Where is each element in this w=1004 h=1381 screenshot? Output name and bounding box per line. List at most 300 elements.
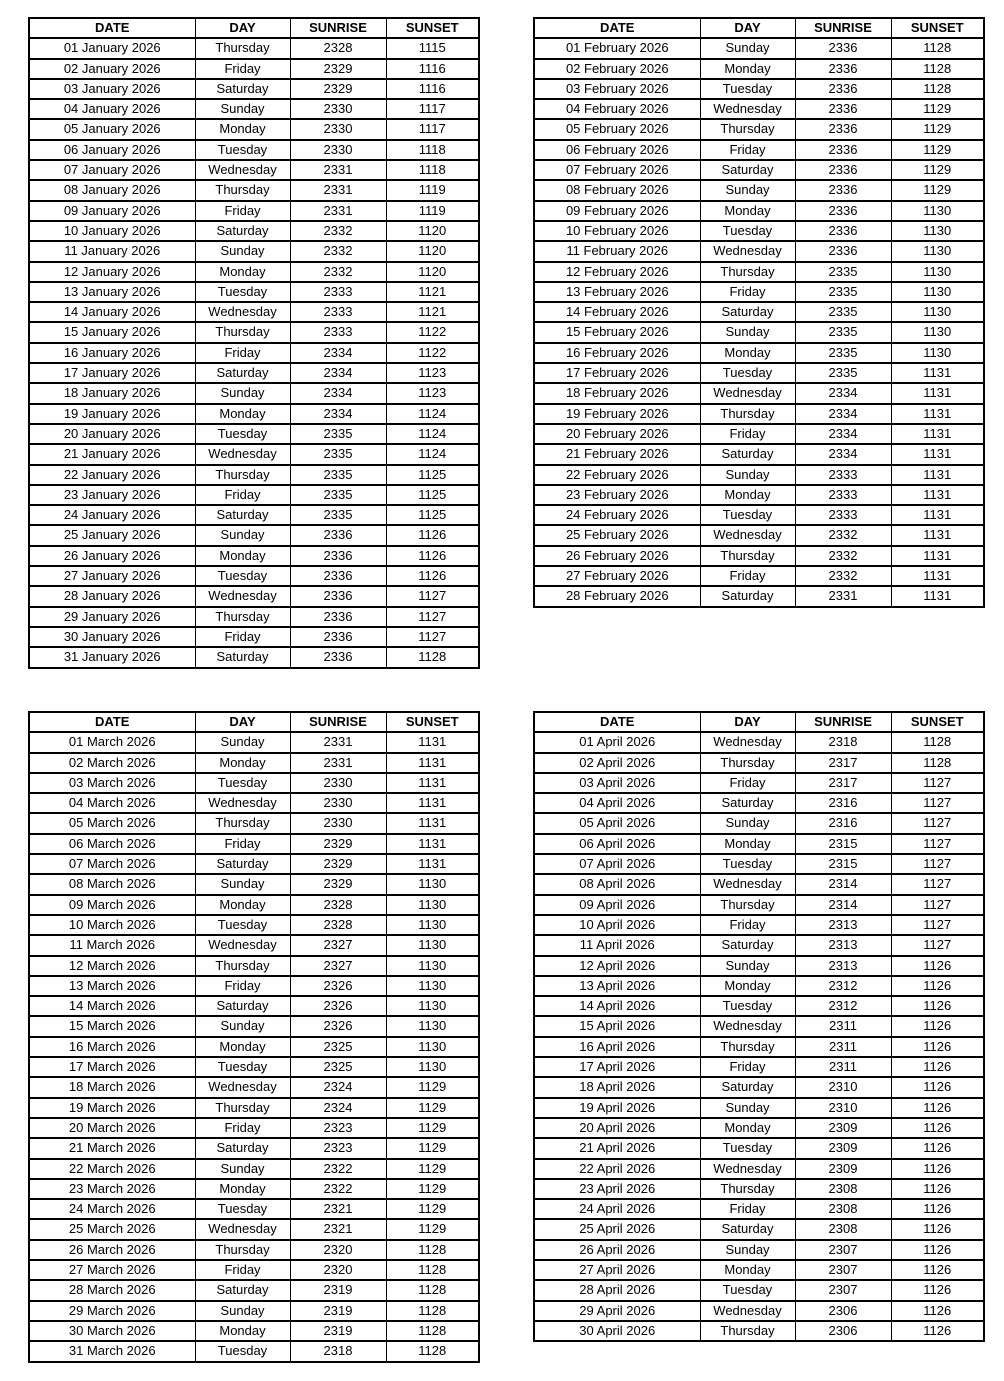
date-cell: 27 January 2026	[29, 566, 195, 586]
sunrise-cell: 2330	[290, 813, 386, 833]
table-row	[534, 201, 984, 221]
sunset-cell: 1116	[386, 59, 479, 79]
table-row	[534, 262, 984, 282]
day-cell: Tuesday	[195, 1341, 290, 1361]
day-cell: Monday	[700, 201, 795, 221]
sunset-cell: 1129	[386, 1098, 479, 1118]
sunrise-cell: 2321	[290, 1219, 386, 1239]
table-row	[29, 773, 479, 793]
sunset-cell: 1130	[386, 895, 479, 915]
table-row	[534, 38, 984, 58]
sunset-cell: 1130	[891, 343, 984, 363]
table-row	[29, 180, 479, 200]
sunrise-cell: 2330	[290, 99, 386, 119]
day-cell: Sunday	[700, 813, 795, 833]
date-cell: 28 March 2026	[29, 1280, 195, 1300]
column-header-sunset: SUNSET	[891, 18, 984, 38]
column-header-day: DAY	[700, 712, 795, 732]
sunrise-cell: 2323	[290, 1118, 386, 1138]
date-cell: 13 March 2026	[29, 976, 195, 996]
day-cell: Thursday	[700, 546, 795, 566]
sunset-cell: 1129	[386, 1159, 479, 1179]
day-cell: Sunday	[700, 38, 795, 58]
day-cell: Tuesday	[195, 424, 290, 444]
day-cell: Sunday	[195, 874, 290, 894]
sunset-cell: 1131	[386, 793, 479, 813]
sunset-cell: 1126	[891, 996, 984, 1016]
sunrise-cell: 2334	[290, 343, 386, 363]
sunrise-cell: 2334	[290, 363, 386, 383]
day-cell: Friday	[195, 834, 290, 854]
header-row	[29, 712, 479, 732]
day-cell: Saturday	[700, 444, 795, 464]
sunrise-cell: 2336	[290, 627, 386, 647]
sunrise-cell: 2318	[795, 732, 891, 752]
sunrise-cell: 2324	[290, 1077, 386, 1097]
column-header-sunrise: SUNRISE	[795, 712, 891, 732]
date-cell: 02 January 2026	[29, 59, 195, 79]
day-cell: Tuesday	[195, 1199, 290, 1219]
sunset-cell: 1120	[386, 221, 479, 241]
date-cell: 04 February 2026	[534, 99, 700, 119]
day-cell: Sunday	[195, 383, 290, 403]
day-cell: Tuesday	[700, 79, 795, 99]
sunset-cell: 1130	[386, 1037, 479, 1057]
day-cell: Tuesday	[700, 854, 795, 874]
date-cell: 16 February 2026	[534, 343, 700, 363]
day-cell: Saturday	[195, 1280, 290, 1300]
date-cell: 23 January 2026	[29, 485, 195, 505]
sunset-cell: 1130	[891, 201, 984, 221]
day-cell: Wednesday	[195, 444, 290, 464]
day-cell: Friday	[700, 282, 795, 302]
sunrise-cell: 2335	[795, 262, 891, 282]
sunset-cell: 1119	[386, 201, 479, 221]
day-cell: Thursday	[700, 119, 795, 139]
date-cell: 23 April 2026	[534, 1179, 700, 1199]
date-cell: 21 March 2026	[29, 1138, 195, 1158]
date-cell: 11 January 2026	[29, 241, 195, 261]
sunrise-cell: 2307	[795, 1240, 891, 1260]
day-cell: Wednesday	[700, 1301, 795, 1321]
date-cell: 17 February 2026	[534, 363, 700, 383]
sunset-cell: 1129	[891, 160, 984, 180]
date-cell: 07 January 2026	[29, 160, 195, 180]
day-cell: Thursday	[700, 895, 795, 915]
date-cell: 16 January 2026	[29, 343, 195, 363]
date-cell: 11 April 2026	[534, 935, 700, 955]
day-cell: Wednesday	[195, 1077, 290, 1097]
day-cell: Saturday	[195, 79, 290, 99]
table-row	[534, 1118, 984, 1138]
sunrise-cell: 2314	[795, 895, 891, 915]
sunrise-cell: 2336	[290, 607, 386, 627]
table-row	[534, 424, 984, 444]
sunrise-cell: 2313	[795, 956, 891, 976]
sunrise-cell: 2334	[795, 424, 891, 444]
sunset-cell: 1124	[386, 404, 479, 424]
sunset-cell: 1131	[891, 525, 984, 545]
sunrise-cell: 2319	[290, 1321, 386, 1341]
day-cell: Wednesday	[700, 383, 795, 403]
sunrise-cell: 2321	[290, 1199, 386, 1219]
sunset-cell: 1128	[386, 1240, 479, 1260]
date-cell: 03 April 2026	[534, 773, 700, 793]
date-cell: 25 January 2026	[29, 525, 195, 545]
day-cell: Saturday	[700, 160, 795, 180]
table-row	[29, 282, 479, 302]
sunset-cell: 1127	[891, 834, 984, 854]
date-cell: 17 January 2026	[29, 363, 195, 383]
table-row	[534, 834, 984, 854]
date-cell: 05 April 2026	[534, 813, 700, 833]
sunset-cell: 1123	[386, 363, 479, 383]
sunrise-cell: 2336	[795, 119, 891, 139]
table-row	[534, 343, 984, 363]
date-cell: 10 March 2026	[29, 915, 195, 935]
day-cell: Saturday	[195, 221, 290, 241]
date-cell: 15 March 2026	[29, 1016, 195, 1036]
table-row	[29, 383, 479, 403]
sunset-cell: 1130	[891, 241, 984, 261]
table-row	[534, 1037, 984, 1057]
sunrise-cell: 2314	[795, 874, 891, 894]
sunset-cell: 1126	[891, 1159, 984, 1179]
date-cell: 03 January 2026	[29, 79, 195, 99]
table-row	[29, 79, 479, 99]
sunrise-cell: 2329	[290, 834, 386, 854]
sunrise-cell: 2329	[290, 59, 386, 79]
day-cell: Tuesday	[195, 140, 290, 160]
day-cell: Wednesday	[195, 586, 290, 606]
day-cell: Friday	[700, 566, 795, 586]
date-cell: 01 March 2026	[29, 732, 195, 752]
sunrise-cell: 2327	[290, 956, 386, 976]
sunset-cell: 1131	[386, 813, 479, 833]
day-cell: Saturday	[700, 1077, 795, 1097]
sunset-cell: 1128	[891, 753, 984, 773]
date-cell: 02 March 2026	[29, 753, 195, 773]
table-row	[29, 1219, 479, 1239]
column-header-day: DAY	[700, 18, 795, 38]
sunrise-cell: 2331	[290, 201, 386, 221]
header-row	[534, 712, 984, 732]
table-row	[29, 38, 479, 58]
table-row	[534, 99, 984, 119]
day-cell: Thursday	[195, 607, 290, 627]
day-cell: Tuesday	[195, 566, 290, 586]
table-row	[29, 1037, 479, 1057]
sunrise-cell: 2334	[290, 404, 386, 424]
date-cell: 03 March 2026	[29, 773, 195, 793]
sunrise-cell: 2330	[290, 793, 386, 813]
sunrise-cell: 2325	[290, 1057, 386, 1077]
day-cell: Sunday	[700, 180, 795, 200]
day-cell: Friday	[700, 424, 795, 444]
sunset-cell: 1128	[891, 79, 984, 99]
day-cell: Friday	[700, 1199, 795, 1219]
sunset-cell: 1125	[386, 485, 479, 505]
sunrise-cell: 2332	[290, 221, 386, 241]
sunset-cell: 1130	[386, 976, 479, 996]
date-cell: 21 February 2026	[534, 444, 700, 464]
date-cell: 27 April 2026	[534, 1260, 700, 1280]
day-cell: Friday	[195, 1118, 290, 1138]
sunset-cell: 1115	[386, 38, 479, 58]
date-cell: 13 January 2026	[29, 282, 195, 302]
day-cell: Monday	[195, 262, 290, 282]
table-row	[29, 444, 479, 464]
date-cell: 19 March 2026	[29, 1098, 195, 1118]
day-cell: Friday	[195, 485, 290, 505]
sunrise-cell: 2331	[290, 753, 386, 773]
sunset-cell: 1130	[386, 996, 479, 1016]
table-row	[534, 404, 984, 424]
table-row	[534, 1159, 984, 1179]
sunset-cell: 1126	[891, 1179, 984, 1199]
sunset-cell: 1131	[891, 546, 984, 566]
sunrise-cell: 2336	[795, 180, 891, 200]
day-cell: Wednesday	[700, 99, 795, 119]
sunrise-cell: 2308	[795, 1179, 891, 1199]
day-cell: Thursday	[700, 1037, 795, 1057]
sunrise-cell: 2330	[290, 773, 386, 793]
date-cell: 23 February 2026	[534, 485, 700, 505]
table-row	[534, 1280, 984, 1300]
table-row	[534, 180, 984, 200]
day-cell: Sunday	[195, 241, 290, 261]
table-row	[534, 444, 984, 464]
sunset-cell: 1118	[386, 160, 479, 180]
sunset-cell: 1130	[386, 915, 479, 935]
day-cell: Sunday	[700, 956, 795, 976]
table-row	[29, 525, 479, 545]
sunset-cell: 1131	[386, 834, 479, 854]
sunset-cell: 1124	[386, 444, 479, 464]
table-row	[29, 793, 479, 813]
date-cell: 19 February 2026	[534, 404, 700, 424]
sunset-cell: 1131	[891, 586, 984, 606]
table-row	[29, 813, 479, 833]
date-cell: 12 March 2026	[29, 956, 195, 976]
table-row	[29, 1179, 479, 1199]
sunrise-cell: 2320	[290, 1260, 386, 1280]
table-row	[29, 1321, 479, 1341]
day-cell: Wednesday	[195, 1219, 290, 1239]
table-row	[534, 546, 984, 566]
date-cell: 20 February 2026	[534, 424, 700, 444]
sunset-cell: 1131	[891, 465, 984, 485]
sunset-cell: 1126	[891, 1321, 984, 1341]
column-header-day: DAY	[195, 18, 290, 38]
table-row	[29, 505, 479, 525]
sunset-cell: 1131	[386, 773, 479, 793]
day-cell: Saturday	[195, 647, 290, 667]
sunrise-cell: 2320	[290, 1240, 386, 1260]
date-cell: 13 April 2026	[534, 976, 700, 996]
table-january-2026	[28, 17, 480, 669]
date-cell: 22 March 2026	[29, 1159, 195, 1179]
sunset-cell: 1129	[386, 1199, 479, 1219]
sunrise-cell: 2335	[795, 282, 891, 302]
date-cell: 10 February 2026	[534, 221, 700, 241]
sunrise-cell: 2336	[290, 647, 386, 667]
date-cell: 11 March 2026	[29, 935, 195, 955]
day-cell: Monday	[700, 485, 795, 505]
table-row	[534, 465, 984, 485]
sunset-cell: 1127	[891, 874, 984, 894]
table-row	[29, 404, 479, 424]
sunset-cell: 1129	[891, 180, 984, 200]
sunrise-cell: 2336	[795, 160, 891, 180]
day-cell: Tuesday	[700, 1280, 795, 1300]
table-row	[534, 485, 984, 505]
header-row	[534, 18, 984, 38]
sunset-cell: 1126	[386, 566, 479, 586]
sunset-cell: 1123	[386, 383, 479, 403]
sunrise-cell: 2322	[290, 1159, 386, 1179]
sunset-cell: 1130	[386, 1057, 479, 1077]
day-cell: Tuesday	[700, 1138, 795, 1158]
sunset-cell: 1126	[891, 1138, 984, 1158]
sunset-cell: 1131	[891, 404, 984, 424]
day-cell: Wednesday	[700, 1159, 795, 1179]
sunset-cell: 1131	[386, 854, 479, 874]
table-february-2026	[533, 17, 985, 608]
day-cell: Thursday	[195, 180, 290, 200]
sunset-cell: 1126	[891, 1219, 984, 1239]
day-cell: Monday	[195, 895, 290, 915]
sunrise-cell: 2332	[290, 241, 386, 261]
sunrise-cell: 2309	[795, 1159, 891, 1179]
sunset-cell: 1118	[386, 140, 479, 160]
sunrise-cell: 2322	[290, 1179, 386, 1199]
sunset-cell: 1128	[386, 1341, 479, 1361]
date-cell: 31 January 2026	[29, 647, 195, 667]
date-cell: 09 January 2026	[29, 201, 195, 221]
sunset-cell: 1131	[891, 424, 984, 444]
sunrise-cell: 2333	[290, 282, 386, 302]
table-row	[534, 895, 984, 915]
sunrise-cell: 2311	[795, 1057, 891, 1077]
day-cell: Wednesday	[700, 1016, 795, 1036]
day-cell: Friday	[700, 140, 795, 160]
table-row	[29, 140, 479, 160]
sunrise-cell: 2307	[795, 1260, 891, 1280]
date-cell: 20 January 2026	[29, 424, 195, 444]
day-cell: Tuesday	[195, 915, 290, 935]
day-cell: Friday	[195, 343, 290, 363]
day-cell: Wednesday	[195, 302, 290, 322]
day-cell: Tuesday	[195, 1057, 290, 1077]
table-row	[534, 525, 984, 545]
sunset-cell: 1125	[386, 465, 479, 485]
date-cell: 17 April 2026	[534, 1057, 700, 1077]
date-cell: 18 March 2026	[29, 1077, 195, 1097]
date-cell: 27 February 2026	[534, 566, 700, 586]
table-row	[534, 1260, 984, 1280]
date-cell: 05 January 2026	[29, 119, 195, 139]
sunrise-cell: 2318	[290, 1341, 386, 1361]
sunrise-cell: 2333	[290, 322, 386, 342]
sunset-cell: 1131	[891, 566, 984, 586]
day-cell: Wednesday	[195, 160, 290, 180]
date-cell: 08 April 2026	[534, 874, 700, 894]
table-row	[534, 1301, 984, 1321]
table-row	[29, 1098, 479, 1118]
sunset-cell: 1129	[386, 1179, 479, 1199]
sunset-cell: 1129	[891, 140, 984, 160]
sunset-cell: 1126	[891, 1260, 984, 1280]
sunrise-cell: 2316	[795, 813, 891, 833]
table-row	[29, 915, 479, 935]
date-cell: 15 April 2026	[534, 1016, 700, 1036]
sunset-cell: 1126	[891, 1077, 984, 1097]
sunset-cell: 1126	[891, 1037, 984, 1057]
day-cell: Tuesday	[195, 282, 290, 302]
day-cell: Monday	[195, 1037, 290, 1057]
date-cell: 21 January 2026	[29, 444, 195, 464]
sunrise-cell: 2308	[795, 1199, 891, 1219]
date-cell: 20 March 2026	[29, 1118, 195, 1138]
date-cell: 06 April 2026	[534, 834, 700, 854]
column-header-date: DATE	[29, 712, 195, 732]
header-row	[29, 18, 479, 38]
table-row	[29, 1057, 479, 1077]
sunrise-cell: 2328	[290, 915, 386, 935]
day-cell: Wednesday	[195, 935, 290, 955]
date-cell: 30 March 2026	[29, 1321, 195, 1341]
day-cell: Saturday	[195, 996, 290, 1016]
sunset-cell: 1129	[891, 99, 984, 119]
sunset-cell: 1126	[891, 1199, 984, 1219]
date-cell: 09 April 2026	[534, 895, 700, 915]
day-cell: Saturday	[700, 1219, 795, 1239]
table-row	[29, 1199, 479, 1219]
day-cell: Thursday	[195, 956, 290, 976]
sunrise-cell: 2330	[290, 140, 386, 160]
day-cell: Thursday	[195, 322, 290, 342]
date-cell: 06 March 2026	[29, 834, 195, 854]
date-cell: 15 February 2026	[534, 322, 700, 342]
table-april-2026	[533, 711, 985, 1342]
sunset-cell: 1119	[386, 180, 479, 200]
sunrise-cell: 2313	[795, 935, 891, 955]
date-cell: 12 January 2026	[29, 262, 195, 282]
sunset-cell: 1128	[891, 732, 984, 752]
day-cell: Thursday	[700, 1179, 795, 1199]
sunset-cell: 1129	[386, 1077, 479, 1097]
day-cell: Thursday	[700, 753, 795, 773]
sunrise-cell: 2332	[290, 262, 386, 282]
sunset-cell: 1126	[386, 546, 479, 566]
table-row	[534, 1321, 984, 1341]
sunrise-cell: 2312	[795, 996, 891, 1016]
day-cell: Monday	[195, 753, 290, 773]
table-row	[534, 874, 984, 894]
date-cell: 06 February 2026	[534, 140, 700, 160]
table-row	[534, 1077, 984, 1097]
date-cell: 29 April 2026	[534, 1301, 700, 1321]
column-header-date: DATE	[29, 18, 195, 38]
table-row	[29, 160, 479, 180]
sunset-cell: 1130	[891, 262, 984, 282]
sunrise-cell: 2335	[290, 424, 386, 444]
date-cell: 24 March 2026	[29, 1199, 195, 1219]
date-cell: 14 February 2026	[534, 302, 700, 322]
day-cell: Monday	[700, 834, 795, 854]
sunset-cell: 1126	[891, 1016, 984, 1036]
